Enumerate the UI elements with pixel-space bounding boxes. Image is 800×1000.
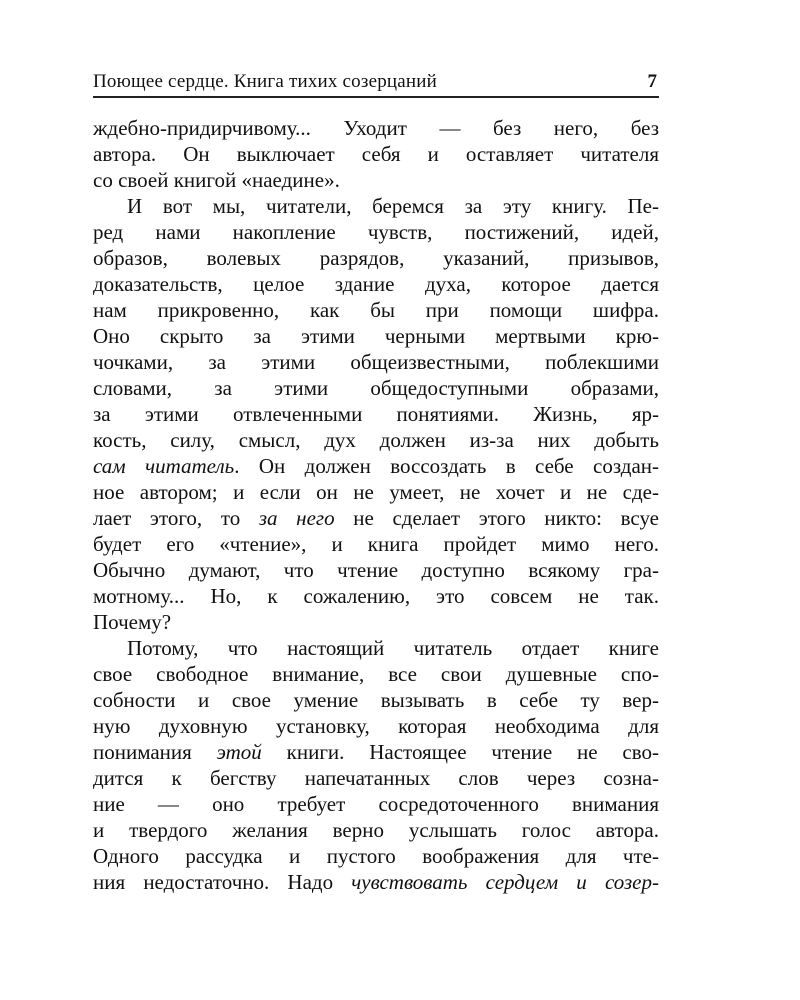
text-line: доказательств, целое здание духа, которое дается [93, 272, 659, 296]
text-segment: не сделает этого никто: всуе [334, 506, 659, 530]
text-line: нам прикровенно, как бы при помощи шифра. [93, 298, 659, 322]
text-line: и твердого желания верно услышать голос автора. [93, 818, 659, 842]
italic-phrase: за него [258, 506, 335, 530]
text-line: словами, за этими общедоступными образами, [93, 376, 659, 400]
text-segment: книги. Настоящее чтение не сво- [261, 740, 660, 764]
text-line: образов, волевых разрядов, указаний, призывов, [93, 246, 659, 270]
text-line: свое свободное внимание, все свои душевные спо- [93, 662, 659, 686]
text-line: за этими отвлеченными понятиями. Жизнь, яр- [93, 402, 659, 426]
text-line-mixed [93, 453, 659, 479]
text-line: ние — оно требует сосредоточенного внимания [93, 792, 659, 816]
text-line: чочками, за этими общеизвестными, поблекшими [93, 350, 659, 374]
text-segment: понимания [93, 740, 217, 764]
text-line: дится к бегству напечатанных слов через созна- [93, 766, 659, 790]
text-line: автора. Он выключает себя и оставляет читателя [93, 142, 659, 166]
body-text [93, 115, 659, 895]
text-line: И вот мы, читатели, беремся за эту книгу. Пе- [127, 194, 659, 218]
text-segment: ния недостаточно. Надо [93, 870, 352, 894]
text-line: Оно скрыто за этими черными мертвыми крю- [93, 324, 659, 348]
italic-phrase: сам читатель [93, 454, 235, 478]
text-line: Почему? [93, 610, 172, 634]
italic-phrase: этой [216, 740, 262, 764]
text-segment: . Он должен воссоздать в себе создан- [234, 454, 660, 478]
running-title: Поющее сердце. Книга тихих созерцаний [93, 71, 438, 92]
text-line: кость, силу, смысл, дух должен из-за них добыть [93, 428, 659, 452]
text-line: собности и свое умение вызывать в себе ту вер- [93, 688, 659, 712]
text-line: Одного рассудка и пустого воображения для чте- [93, 844, 659, 868]
text-line: Обычно думают, что чтение доступно всякому гра- [93, 558, 659, 582]
text-line-mixed [93, 505, 659, 531]
text-line: мотному... Но, к сожалению, это совсем не так. [93, 584, 659, 608]
running-header [93, 68, 659, 98]
text-line: со своей книгой «наедине». [93, 168, 340, 192]
text-line: ную духовную установку, которая необходима для [93, 714, 659, 738]
page-number: 7 [647, 71, 657, 92]
text-segment: лает этого, то [93, 506, 259, 530]
text-line: будет его «чтение», и книга пройдет мимо него. [93, 532, 659, 556]
text-line: ред нами накопление чувств, постижений, идей, [93, 220, 659, 244]
text-line: ное автором; и если он не умеет, не хочет и не сде- [93, 480, 659, 504]
text-line-mixed [93, 739, 659, 765]
text-line-mixed [93, 869, 659, 895]
text-line: Потому, что настоящий читатель отдает книге [127, 636, 659, 660]
text-line: ждебно-придирчивому... Уходит — без него, без [93, 116, 659, 140]
italic-phrase: чувствовать сердцем и созер- [351, 870, 659, 894]
